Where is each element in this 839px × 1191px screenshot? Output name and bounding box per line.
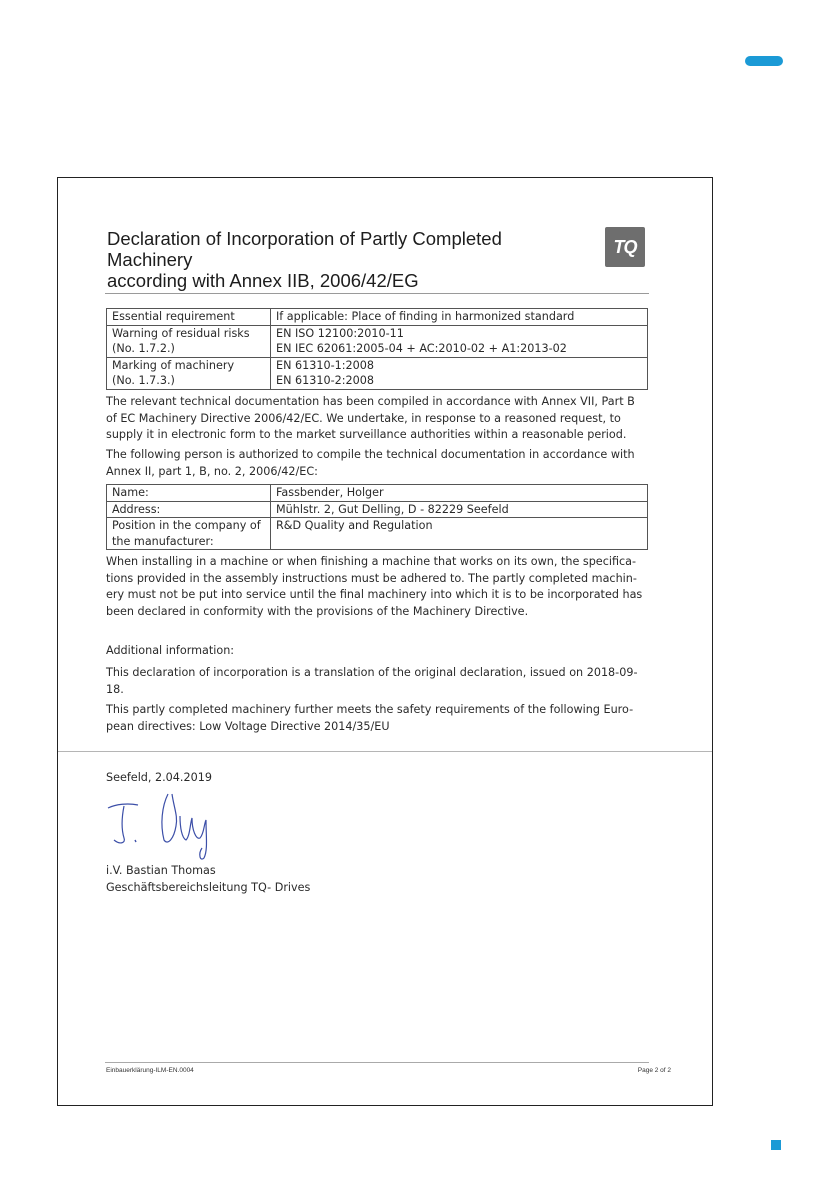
translation-paragraph [106, 665, 651, 698]
name-label: Name: [107, 485, 271, 502]
footer-divider [105, 1062, 649, 1063]
requirement-text: Marking of machinery [112, 358, 235, 372]
text-line: This declaration of incorporation is a translation of the original declaration, issued on 2018-09- [106, 666, 638, 679]
table-row [107, 501, 648, 518]
signer-name: i.V. Bastian Thomas [106, 864, 216, 877]
signature-stroke [114, 806, 124, 843]
text-line: of EC Machinery Directive 2006/42/EC. We undertake, in response to a reasoned request, to [106, 411, 621, 425]
tq-logo-icon [605, 227, 645, 267]
requirement-text: Warning of residual risks [112, 326, 250, 340]
header-divider [105, 293, 649, 294]
handwritten-signature [102, 790, 232, 866]
title-line-1: Declaration of Incorporation of Partly Completed Machinery [107, 228, 502, 270]
signature-stroke [180, 816, 207, 859]
installing-paragraph [106, 554, 651, 620]
text-line: tions provided in the assembly instructions must be adhered to. The partly completed machin- [106, 571, 637, 585]
table-header-row [107, 309, 648, 326]
requirements-table [106, 308, 648, 390]
position-label-line: Position in the company of [112, 519, 261, 532]
text-line: Annex II, part 1, B, no. 2, 2006/42/EC: [106, 464, 318, 478]
text-line: 18. [106, 682, 124, 696]
signer-role: Geschäftsbereichsleitung TQ- Drives [106, 880, 311, 894]
requirement-cell [107, 325, 271, 357]
accent-pill-marker [745, 56, 783, 66]
text-line: been declared in conformity with the provisions of the Machinery Directive. [106, 604, 529, 618]
text-line: When installing in a machine or when finishing a machine that works on its own, the specifica- [106, 555, 637, 568]
section-divider [58, 751, 712, 752]
text-line: supply it in electronic form to the market surveillance authorities within a reasonable period. [106, 428, 627, 441]
address-label: Address: [107, 501, 271, 518]
accent-square-marker [771, 1140, 781, 1150]
table-row [107, 485, 648, 502]
requirement-number: (No. 1.7.3.) [112, 374, 175, 387]
text-line: pean directives: Low Voltage Directive 2014/35/EU [106, 719, 390, 733]
safety-paragraph [106, 702, 651, 735]
name-value: Fassbender, Holger [271, 485, 648, 502]
signer-block [106, 863, 651, 896]
authorized-person-table [106, 484, 648, 550]
requirement-number: (No. 1.7.2.) [112, 342, 175, 355]
standard-cell [271, 357, 648, 389]
position-label-line: the manufacturer: [112, 534, 214, 548]
position-value: R&D Quality and Regulation [271, 518, 648, 550]
footer-doc-id: Einbauerklärung-ILM-EN.0004 [106, 1067, 194, 1074]
text-line: The relevant technical documentation has been compiled in accordance with Annex VII, Part B [106, 395, 635, 408]
table-row [107, 357, 648, 389]
text-line: ery must not be put into service until the final machinery into which it is to be incorporated has [106, 588, 643, 601]
table-row [107, 518, 648, 550]
additional-information-heading: Additional information: [106, 644, 235, 657]
technical-documentation-paragraph [106, 394, 651, 444]
text-line: This partly completed machinery further meets the safety requirements of the following Euro- [106, 703, 634, 716]
standard-text: EN IEC 62061:2005-04 + AC:2010-02 + A1:2013-02 [276, 342, 567, 355]
address-value: Mühlstr. 2, Gut Delling, D - 82229 Seefeld [271, 501, 648, 518]
standard-text: EN ISO 12100:2010-11 [276, 326, 404, 340]
authorized-person-paragraph [106, 447, 651, 480]
position-label [107, 518, 271, 550]
signature-stroke [162, 794, 177, 842]
requirement-cell [107, 357, 271, 389]
header-cell: Essential requirement [107, 309, 271, 326]
footer-page-number: Page 2 of 2 [637, 1067, 671, 1074]
place-date: Seefeld, 2.04.2019 [106, 771, 212, 784]
standard-cell [271, 325, 648, 357]
title-line-2: according with Annex IIB, 2006/42/EG [107, 270, 419, 291]
logo-text: TQ [613, 236, 637, 257]
standard-text: EN 61310-2:2008 [276, 374, 374, 387]
header-cell: If applicable: Place of finding in harmonized standard [271, 309, 648, 326]
page-title [107, 228, 587, 291]
signature-stroke [108, 804, 138, 808]
text-line: The following person is authorized to compile the technical documentation in accordance with [106, 448, 635, 461]
signature-stroke [135, 840, 136, 842]
scanned-declaration-page [57, 177, 713, 1106]
table-row [107, 325, 648, 357]
standard-text: EN 61310-1:2008 [276, 358, 374, 372]
